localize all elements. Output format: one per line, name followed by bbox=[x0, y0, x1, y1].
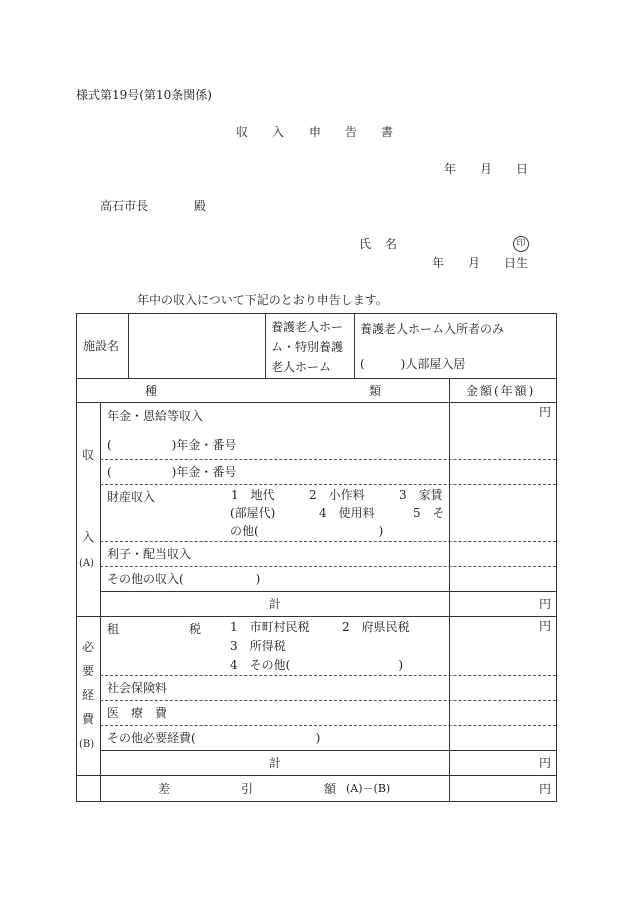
interest-dividend-income: 利子・配当収入 bbox=[107, 547, 192, 561]
group-char: 経 bbox=[82, 688, 95, 702]
facility-divider bbox=[128, 313, 129, 379]
other-income: その他の収入( ) bbox=[107, 572, 261, 586]
intro-text: 年中の収入について下記のとおり申告します。 bbox=[137, 293, 388, 307]
dashed-row-line bbox=[100, 459, 556, 460]
row-line bbox=[76, 616, 557, 617]
group-char: (B) bbox=[79, 739, 95, 750]
yen-unit: 円 bbox=[539, 782, 552, 796]
income-total-label: 計 bbox=[269, 597, 282, 611]
property-item: の他( ) bbox=[230, 524, 384, 538]
property-item: 3 家賃 bbox=[399, 488, 443, 502]
difference-char: 差 bbox=[158, 782, 171, 796]
facility-option: 養護老人ホーム入所者のみ bbox=[360, 322, 505, 336]
pension-type-row: ( )年金・番号 bbox=[107, 465, 237, 479]
date-month: 月 bbox=[480, 162, 493, 176]
dashed-row-line bbox=[100, 675, 556, 676]
dashed-row-line bbox=[100, 541, 556, 542]
row-line bbox=[76, 402, 557, 403]
facility-type-line: 老人ホーム bbox=[271, 360, 332, 374]
title-char: 告 bbox=[345, 125, 358, 139]
yen-unit: 円 bbox=[539, 756, 552, 770]
medical-char: 療 bbox=[131, 706, 144, 720]
facility-name-field[interactable] bbox=[134, 318, 260, 374]
yen-unit: 円 bbox=[539, 619, 552, 633]
name-label-char: 氏 bbox=[359, 237, 372, 251]
dashed-row-line bbox=[100, 700, 556, 701]
group-char: 要 bbox=[82, 664, 95, 678]
facility-label: 施設名 bbox=[83, 339, 120, 353]
row-line bbox=[76, 378, 557, 379]
property-income: 財産収入 bbox=[107, 490, 156, 504]
row-line bbox=[100, 591, 556, 592]
title-char: 収 bbox=[236, 125, 249, 139]
yen-unit: 円 bbox=[539, 405, 552, 419]
facility-option: ( )人部屋入居 bbox=[360, 357, 466, 371]
amount-column-line bbox=[449, 378, 450, 802]
property-item: (部屋代) bbox=[230, 506, 276, 520]
group-char: (A) bbox=[79, 558, 95, 569]
amount-header: 金額(年額) bbox=[466, 384, 536, 398]
facility-divider bbox=[265, 313, 266, 379]
tax-item: 4 その他( ) bbox=[230, 658, 403, 672]
property-item: 1 地代 bbox=[231, 488, 275, 502]
medical-char: 費 bbox=[155, 706, 168, 720]
difference-formula: (A)－(B) bbox=[346, 782, 391, 795]
dashed-row-line bbox=[100, 566, 556, 567]
table-border-right bbox=[556, 313, 557, 802]
table-border-top bbox=[76, 313, 557, 314]
group-char: 入 bbox=[82, 530, 95, 544]
kind-header-char: 類 bbox=[369, 384, 382, 398]
form-number: 様式第19号(第10条関係) bbox=[76, 88, 212, 102]
other-expenses: その他必要経費( ) bbox=[107, 731, 321, 745]
table-border-bottom bbox=[76, 801, 557, 802]
facility-type-line: ム・特別養護 bbox=[271, 340, 344, 354]
group-column-line bbox=[100, 402, 101, 802]
date-year: 年 bbox=[444, 162, 457, 176]
difference-char: 引 bbox=[241, 782, 254, 796]
group-char: 収 bbox=[82, 448, 95, 462]
yen-unit: 円 bbox=[539, 597, 552, 611]
tax-item: 3 所得税 bbox=[230, 639, 286, 653]
title-char: 入 bbox=[272, 125, 285, 139]
tax-label-char: 租 bbox=[107, 622, 120, 636]
group-char: 費 bbox=[82, 712, 95, 726]
dashed-row-line bbox=[100, 484, 556, 485]
pension-income: 年金・恩給等収入 bbox=[107, 409, 204, 423]
birth-month: 月 bbox=[468, 256, 481, 270]
title-char: 申 bbox=[309, 125, 322, 139]
addressee-honorific: 殿 bbox=[194, 199, 207, 213]
tax-item: 1 市町村民税 bbox=[230, 620, 310, 634]
property-item: 2 小作料 bbox=[309, 488, 365, 502]
difference-char: 額 bbox=[324, 782, 337, 796]
title-char: 書 bbox=[381, 125, 394, 139]
seal-icon: 印 bbox=[513, 236, 529, 252]
property-item: 4 使用料 bbox=[319, 506, 375, 520]
kind-header-char: 種 bbox=[145, 384, 158, 398]
tax-item: 2 府県民税 bbox=[342, 620, 410, 634]
birth-day: 日生 bbox=[504, 256, 529, 270]
date-day: 日 bbox=[516, 162, 529, 176]
addressee: 高石市長 bbox=[100, 199, 149, 213]
row-line bbox=[76, 775, 557, 776]
facility-type-line: 養護老人ホー bbox=[271, 320, 344, 334]
name-label-char: 名 bbox=[385, 237, 398, 251]
facility-divider bbox=[354, 313, 355, 379]
dashed-row-line bbox=[100, 725, 556, 726]
pension-type-row: ( )年金・番号 bbox=[107, 438, 237, 452]
property-item: 5 そ bbox=[413, 506, 445, 520]
expense-total-label: 計 bbox=[269, 756, 282, 770]
medical-char: 医 bbox=[107, 706, 120, 720]
table-border-left bbox=[76, 313, 77, 802]
group-char: 必 bbox=[82, 640, 95, 654]
tax-label-char: 税 bbox=[189, 622, 202, 636]
row-line bbox=[100, 750, 556, 751]
birth-year: 年 bbox=[432, 256, 445, 270]
social-insurance: 社会保険料 bbox=[107, 681, 168, 695]
